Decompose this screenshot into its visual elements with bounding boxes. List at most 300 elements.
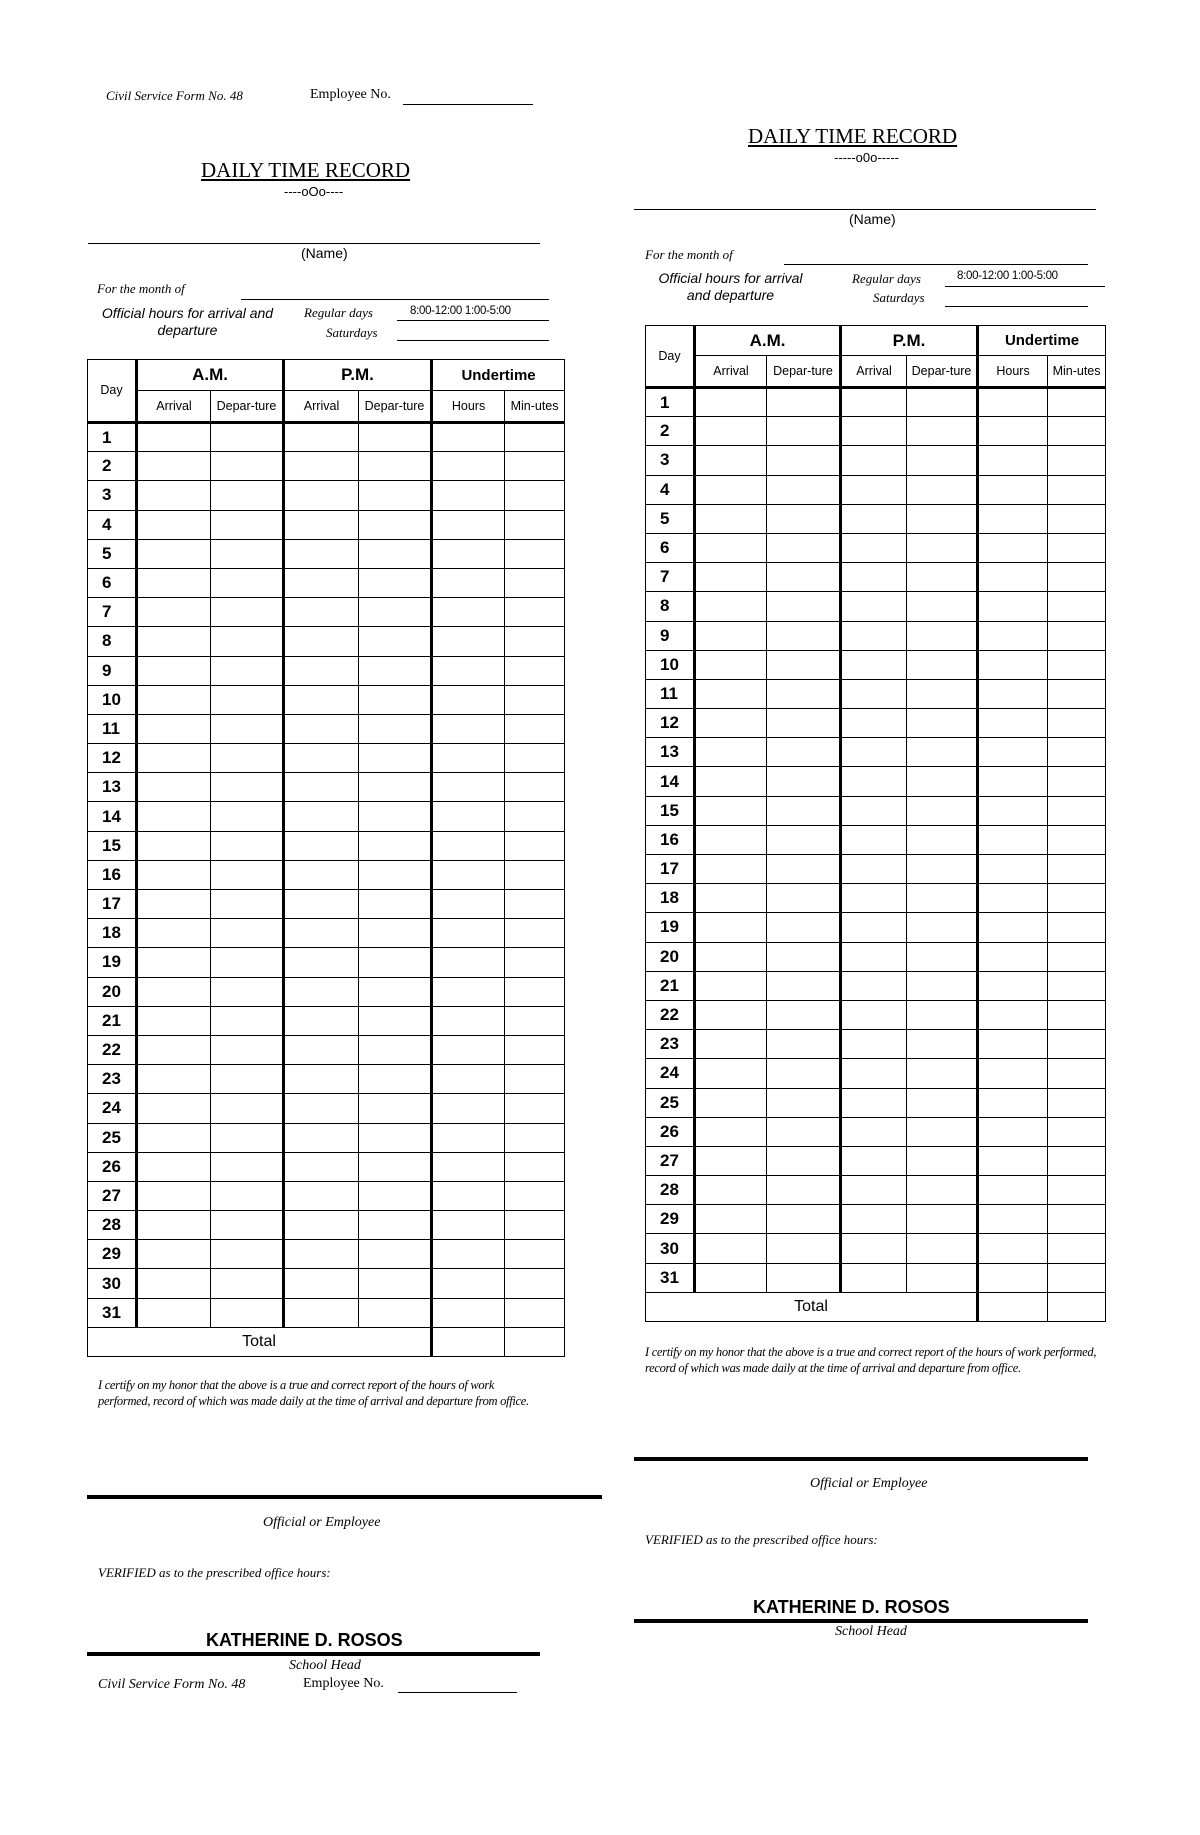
am-arrival-cell[interactable]: [137, 1240, 211, 1269]
pm-departure-cell[interactable]: [907, 650, 978, 679]
am-departure-cell[interactable]: [211, 452, 284, 481]
undertime-minutes-cell[interactable]: [505, 860, 565, 889]
undertime-hours-cell[interactable]: [432, 890, 505, 919]
pm-arrival-cell[interactable]: [841, 767, 907, 796]
undertime-minutes-cell[interactable]: [1048, 709, 1106, 738]
am-departure-cell[interactable]: [211, 539, 284, 568]
undertime-hours-cell[interactable]: [432, 1094, 505, 1123]
pm-arrival-cell[interactable]: [284, 744, 359, 773]
am-departure-cell[interactable]: [211, 1006, 284, 1035]
am-departure-cell[interactable]: [211, 919, 284, 948]
pm-arrival-cell[interactable]: [841, 1059, 907, 1088]
undertime-minutes-cell[interactable]: [505, 539, 565, 568]
undertime-hours-cell[interactable]: [978, 388, 1048, 417]
undertime-hours-cell[interactable]: [432, 1152, 505, 1181]
pm-departure-cell[interactable]: [907, 855, 978, 884]
am-departure-cell[interactable]: [211, 627, 284, 656]
am-departure-cell[interactable]: [211, 423, 284, 452]
am-arrival-cell[interactable]: [137, 773, 211, 802]
am-arrival-cell[interactable]: [695, 1205, 767, 1234]
pm-arrival-cell[interactable]: [284, 1181, 359, 1210]
am-arrival-cell[interactable]: [695, 592, 767, 621]
undertime-minutes-cell[interactable]: [505, 948, 565, 977]
pm-departure-cell[interactable]: [359, 1152, 432, 1181]
undertime-hours-cell[interactable]: [978, 1234, 1048, 1263]
undertime-hours-cell[interactable]: [978, 1000, 1048, 1029]
am-departure-cell[interactable]: [211, 481, 284, 510]
undertime-hours-cell[interactable]: [978, 767, 1048, 796]
undertime-hours-cell[interactable]: [432, 860, 505, 889]
pm-arrival-cell[interactable]: [284, 890, 359, 919]
undertime-hours-cell[interactable]: [432, 773, 505, 802]
am-departure-cell[interactable]: [767, 971, 841, 1000]
am-departure-cell[interactable]: [767, 1234, 841, 1263]
undertime-minutes-cell[interactable]: [505, 1065, 565, 1094]
am-arrival-cell[interactable]: [137, 656, 211, 685]
undertime-hours-cell[interactable]: [978, 1205, 1048, 1234]
am-arrival-cell[interactable]: [695, 1234, 767, 1263]
pm-departure-cell[interactable]: [359, 977, 432, 1006]
am-departure-cell[interactable]: [211, 773, 284, 802]
am-departure-cell[interactable]: [767, 825, 841, 854]
pm-departure-cell[interactable]: [359, 1269, 432, 1298]
am-departure-cell[interactable]: [211, 1035, 284, 1064]
pm-arrival-cell[interactable]: [284, 423, 359, 452]
am-arrival-cell[interactable]: [695, 1146, 767, 1175]
regular-days-value[interactable]: 8:00-12:00 1:00-5:00: [410, 305, 511, 317]
pm-departure-cell[interactable]: [907, 1234, 978, 1263]
am-arrival-cell[interactable]: [137, 598, 211, 627]
pm-arrival-cell[interactable]: [841, 446, 907, 475]
undertime-minutes-cell[interactable]: [1048, 1000, 1106, 1029]
undertime-hours-cell[interactable]: [978, 504, 1048, 533]
undertime-hours-cell[interactable]: [432, 598, 505, 627]
am-departure-cell[interactable]: [211, 685, 284, 714]
pm-arrival-cell[interactable]: [841, 1263, 907, 1292]
am-departure-cell[interactable]: [211, 948, 284, 977]
am-arrival-cell[interactable]: [695, 1176, 767, 1205]
am-arrival-cell[interactable]: [137, 890, 211, 919]
pm-arrival-cell[interactable]: [841, 1030, 907, 1059]
am-arrival-cell[interactable]: [695, 650, 767, 679]
pm-arrival-cell[interactable]: [841, 388, 907, 417]
undertime-minutes-cell[interactable]: [1048, 1088, 1106, 1117]
undertime-minutes-cell[interactable]: [505, 1152, 565, 1181]
am-arrival-cell[interactable]: [695, 1000, 767, 1029]
am-arrival-cell[interactable]: [137, 510, 211, 539]
am-arrival-cell[interactable]: [695, 475, 767, 504]
am-arrival-cell[interactable]: [137, 423, 211, 452]
undertime-minutes-cell[interactable]: [1048, 767, 1106, 796]
am-arrival-cell[interactable]: [695, 1088, 767, 1117]
am-departure-cell[interactable]: [211, 1065, 284, 1094]
undertime-hours-cell[interactable]: [978, 1030, 1048, 1059]
saturdays-field[interactable]: [397, 340, 549, 341]
pm-arrival-cell[interactable]: [284, 510, 359, 539]
undertime-hours-cell[interactable]: [432, 948, 505, 977]
undertime-minutes-cell[interactable]: [1048, 679, 1106, 708]
undertime-minutes-cell[interactable]: [505, 481, 565, 510]
pm-departure-cell[interactable]: [359, 714, 432, 743]
undertime-minutes-cell[interactable]: [1048, 913, 1106, 942]
undertime-hours-cell[interactable]: [432, 481, 505, 510]
undertime-hours-cell[interactable]: [432, 919, 505, 948]
am-arrival-cell[interactable]: [695, 738, 767, 767]
undertime-hours-cell[interactable]: [432, 1181, 505, 1210]
pm-departure-cell[interactable]: [359, 773, 432, 802]
total-hours-cell[interactable]: [978, 1292, 1048, 1321]
am-arrival-cell[interactable]: [695, 913, 767, 942]
am-departure-cell[interactable]: [767, 884, 841, 913]
pm-departure-cell[interactable]: [359, 481, 432, 510]
am-arrival-cell[interactable]: [137, 1123, 211, 1152]
pm-arrival-cell[interactable]: [841, 621, 907, 650]
undertime-minutes-cell[interactable]: [505, 1181, 565, 1210]
pm-arrival-cell[interactable]: [284, 860, 359, 889]
undertime-minutes-cell[interactable]: [505, 1123, 565, 1152]
undertime-minutes-cell[interactable]: [1048, 592, 1106, 621]
am-arrival-cell[interactable]: [695, 1117, 767, 1146]
am-departure-cell[interactable]: [211, 1298, 284, 1327]
undertime-minutes-cell[interactable]: [1048, 533, 1106, 562]
pm-arrival-cell[interactable]: [841, 679, 907, 708]
pm-departure-cell[interactable]: [359, 1298, 432, 1327]
pm-arrival-cell[interactable]: [841, 417, 907, 446]
pm-departure-cell[interactable]: [359, 539, 432, 568]
undertime-minutes-cell[interactable]: [505, 1035, 565, 1064]
undertime-minutes-cell[interactable]: [1048, 504, 1106, 533]
pm-departure-cell[interactable]: [359, 627, 432, 656]
regular-days-value[interactable]: 8:00-12:00 1:00-5:00: [957, 270, 1058, 282]
am-arrival-cell[interactable]: [137, 1269, 211, 1298]
am-departure-cell[interactable]: [767, 913, 841, 942]
pm-departure-cell[interactable]: [907, 1000, 978, 1029]
undertime-minutes-cell[interactable]: [505, 773, 565, 802]
am-departure-cell[interactable]: [767, 563, 841, 592]
pm-arrival-cell[interactable]: [841, 1176, 907, 1205]
am-arrival-cell[interactable]: [137, 1094, 211, 1123]
undertime-minutes-cell[interactable]: [1048, 417, 1106, 446]
pm-arrival-cell[interactable]: [841, 796, 907, 825]
total-minutes-cell[interactable]: [505, 1327, 565, 1356]
am-departure-cell[interactable]: [767, 1000, 841, 1029]
pm-departure-cell[interactable]: [359, 1211, 432, 1240]
undertime-minutes-cell[interactable]: [1048, 650, 1106, 679]
undertime-minutes-cell[interactable]: [1048, 475, 1106, 504]
verifier-signature-line[interactable]: [634, 1619, 1088, 1623]
undertime-hours-cell[interactable]: [432, 627, 505, 656]
pm-arrival-cell[interactable]: [284, 948, 359, 977]
undertime-hours-cell[interactable]: [978, 1146, 1048, 1175]
pm-arrival-cell[interactable]: [284, 714, 359, 743]
am-arrival-cell[interactable]: [137, 539, 211, 568]
am-arrival-cell[interactable]: [137, 568, 211, 597]
undertime-minutes-cell[interactable]: [1048, 738, 1106, 767]
am-departure-cell[interactable]: [211, 568, 284, 597]
pm-departure-cell[interactable]: [907, 1205, 978, 1234]
undertime-minutes-cell[interactable]: [505, 1211, 565, 1240]
employee-signature-line[interactable]: [87, 1495, 602, 1499]
undertime-hours-cell[interactable]: [978, 679, 1048, 708]
am-arrival-cell[interactable]: [695, 767, 767, 796]
undertime-hours-cell[interactable]: [978, 533, 1048, 562]
footer-employee-no-field[interactable]: [398, 1692, 517, 1693]
am-departure-cell[interactable]: [767, 796, 841, 825]
pm-arrival-cell[interactable]: [841, 563, 907, 592]
undertime-minutes-cell[interactable]: [1048, 1263, 1106, 1292]
am-arrival-cell[interactable]: [137, 744, 211, 773]
pm-departure-cell[interactable]: [359, 1035, 432, 1064]
pm-arrival-cell[interactable]: [841, 825, 907, 854]
am-departure-cell[interactable]: [767, 1059, 841, 1088]
pm-departure-cell[interactable]: [907, 1117, 978, 1146]
undertime-minutes-cell[interactable]: [505, 598, 565, 627]
am-departure-cell[interactable]: [767, 738, 841, 767]
undertime-hours-cell[interactable]: [978, 475, 1048, 504]
am-arrival-cell[interactable]: [695, 679, 767, 708]
undertime-minutes-cell[interactable]: [505, 510, 565, 539]
am-departure-cell[interactable]: [767, 1030, 841, 1059]
undertime-minutes-cell[interactable]: [505, 452, 565, 481]
pm-departure-cell[interactable]: [907, 767, 978, 796]
am-arrival-cell[interactable]: [695, 709, 767, 738]
am-arrival-cell[interactable]: [695, 446, 767, 475]
pm-arrival-cell[interactable]: [284, 1094, 359, 1123]
undertime-hours-cell[interactable]: [432, 539, 505, 568]
pm-departure-cell[interactable]: [907, 1263, 978, 1292]
pm-departure-cell[interactable]: [907, 884, 978, 913]
pm-arrival-cell[interactable]: [284, 1006, 359, 1035]
undertime-minutes-cell[interactable]: [505, 744, 565, 773]
pm-departure-cell[interactable]: [359, 890, 432, 919]
pm-arrival-cell[interactable]: [841, 650, 907, 679]
pm-arrival-cell[interactable]: [841, 709, 907, 738]
undertime-hours-cell[interactable]: [432, 744, 505, 773]
undertime-minutes-cell[interactable]: [505, 714, 565, 743]
pm-arrival-cell[interactable]: [841, 738, 907, 767]
pm-departure-cell[interactable]: [907, 1059, 978, 1088]
pm-departure-cell[interactable]: [907, 709, 978, 738]
undertime-minutes-cell[interactable]: [1048, 1117, 1106, 1146]
undertime-minutes-cell[interactable]: [1048, 884, 1106, 913]
undertime-hours-cell[interactable]: [432, 452, 505, 481]
am-departure-cell[interactable]: [211, 890, 284, 919]
undertime-hours-cell[interactable]: [432, 1006, 505, 1035]
pm-departure-cell[interactable]: [359, 948, 432, 977]
undertime-hours-cell[interactable]: [978, 417, 1048, 446]
pm-departure-cell[interactable]: [359, 452, 432, 481]
undertime-minutes-cell[interactable]: [505, 1006, 565, 1035]
am-arrival-cell[interactable]: [137, 1035, 211, 1064]
pm-arrival-cell[interactable]: [284, 831, 359, 860]
am-arrival-cell[interactable]: [137, 685, 211, 714]
am-departure-cell[interactable]: [767, 767, 841, 796]
undertime-hours-cell[interactable]: [432, 714, 505, 743]
am-arrival-cell[interactable]: [695, 563, 767, 592]
undertime-hours-cell[interactable]: [978, 446, 1048, 475]
am-departure-cell[interactable]: [211, 860, 284, 889]
am-departure-cell[interactable]: [211, 714, 284, 743]
pm-departure-cell[interactable]: [359, 1181, 432, 1210]
undertime-minutes-cell[interactable]: [1048, 621, 1106, 650]
undertime-minutes-cell[interactable]: [505, 423, 565, 452]
pm-arrival-cell[interactable]: [284, 1065, 359, 1094]
am-departure-cell[interactable]: [767, 1117, 841, 1146]
pm-arrival-cell[interactable]: [284, 1035, 359, 1064]
am-departure-cell[interactable]: [767, 942, 841, 971]
pm-arrival-cell[interactable]: [841, 1234, 907, 1263]
undertime-minutes-cell[interactable]: [1048, 1030, 1106, 1059]
am-arrival-cell[interactable]: [695, 388, 767, 417]
name-field[interactable]: [88, 243, 540, 244]
pm-departure-cell[interactable]: [359, 656, 432, 685]
pm-arrival-cell[interactable]: [284, 977, 359, 1006]
pm-arrival-cell[interactable]: [841, 913, 907, 942]
pm-departure-cell[interactable]: [359, 802, 432, 831]
pm-departure-cell[interactable]: [359, 685, 432, 714]
am-departure-cell[interactable]: [211, 1181, 284, 1210]
pm-departure-cell[interactable]: [359, 510, 432, 539]
am-arrival-cell[interactable]: [695, 1059, 767, 1088]
am-arrival-cell[interactable]: [137, 1065, 211, 1094]
undertime-minutes-cell[interactable]: [505, 1269, 565, 1298]
undertime-hours-cell[interactable]: [432, 1123, 505, 1152]
pm-departure-cell[interactable]: [907, 621, 978, 650]
pm-arrival-cell[interactable]: [284, 685, 359, 714]
am-departure-cell[interactable]: [211, 1211, 284, 1240]
am-departure-cell[interactable]: [211, 1269, 284, 1298]
pm-departure-cell[interactable]: [907, 533, 978, 562]
pm-arrival-cell[interactable]: [284, 1269, 359, 1298]
undertime-minutes-cell[interactable]: [505, 831, 565, 860]
pm-arrival-cell[interactable]: [841, 855, 907, 884]
am-departure-cell[interactable]: [211, 1152, 284, 1181]
pm-arrival-cell[interactable]: [284, 919, 359, 948]
am-arrival-cell[interactable]: [137, 977, 211, 1006]
am-arrival-cell[interactable]: [137, 714, 211, 743]
pm-arrival-cell[interactable]: [841, 592, 907, 621]
pm-departure-cell[interactable]: [359, 423, 432, 452]
undertime-hours-cell[interactable]: [978, 825, 1048, 854]
pm-arrival-cell[interactable]: [841, 1000, 907, 1029]
pm-arrival-cell[interactable]: [284, 627, 359, 656]
am-arrival-cell[interactable]: [695, 825, 767, 854]
am-arrival-cell[interactable]: [137, 481, 211, 510]
undertime-hours-cell[interactable]: [978, 738, 1048, 767]
am-departure-cell[interactable]: [767, 417, 841, 446]
verifier-signature-line[interactable]: [87, 1652, 540, 1656]
undertime-hours-cell[interactable]: [978, 913, 1048, 942]
pm-departure-cell[interactable]: [907, 796, 978, 825]
pm-arrival-cell[interactable]: [841, 533, 907, 562]
undertime-hours-cell[interactable]: [432, 685, 505, 714]
am-departure-cell[interactable]: [767, 709, 841, 738]
am-departure-cell[interactable]: [767, 1146, 841, 1175]
pm-departure-cell[interactable]: [359, 831, 432, 860]
am-arrival-cell[interactable]: [137, 452, 211, 481]
pm-arrival-cell[interactable]: [284, 1298, 359, 1327]
am-departure-cell[interactable]: [767, 388, 841, 417]
undertime-minutes-cell[interactable]: [505, 802, 565, 831]
pm-departure-cell[interactable]: [359, 1240, 432, 1269]
am-departure-cell[interactable]: [211, 802, 284, 831]
undertime-minutes-cell[interactable]: [1048, 796, 1106, 825]
pm-arrival-cell[interactable]: [284, 539, 359, 568]
am-arrival-cell[interactable]: [137, 919, 211, 948]
am-departure-cell[interactable]: [767, 533, 841, 562]
pm-arrival-cell[interactable]: [284, 656, 359, 685]
pm-departure-cell[interactable]: [907, 825, 978, 854]
am-arrival-cell[interactable]: [137, 831, 211, 860]
undertime-minutes-cell[interactable]: [1048, 446, 1106, 475]
pm-departure-cell[interactable]: [359, 1065, 432, 1094]
undertime-hours-cell[interactable]: [978, 621, 1048, 650]
name-field[interactable]: [634, 209, 1096, 210]
undertime-minutes-cell[interactable]: [505, 1094, 565, 1123]
undertime-minutes-cell[interactable]: [505, 685, 565, 714]
am-departure-cell[interactable]: [767, 1176, 841, 1205]
undertime-hours-cell[interactable]: [978, 1176, 1048, 1205]
pm-departure-cell[interactable]: [359, 598, 432, 627]
employee-no-field[interactable]: [403, 104, 533, 105]
pm-departure-cell[interactable]: [907, 388, 978, 417]
pm-arrival-cell[interactable]: [841, 475, 907, 504]
undertime-hours-cell[interactable]: [978, 709, 1048, 738]
am-departure-cell[interactable]: [211, 656, 284, 685]
am-arrival-cell[interactable]: [695, 417, 767, 446]
pm-arrival-cell[interactable]: [841, 1117, 907, 1146]
pm-arrival-cell[interactable]: [284, 568, 359, 597]
undertime-minutes-cell[interactable]: [1048, 1059, 1106, 1088]
undertime-hours-cell[interactable]: [978, 1059, 1048, 1088]
am-arrival-cell[interactable]: [695, 533, 767, 562]
pm-arrival-cell[interactable]: [841, 1088, 907, 1117]
pm-arrival-cell[interactable]: [284, 1240, 359, 1269]
undertime-minutes-cell[interactable]: [1048, 825, 1106, 854]
undertime-minutes-cell[interactable]: [1048, 1176, 1106, 1205]
undertime-hours-cell[interactable]: [432, 1298, 505, 1327]
pm-arrival-cell[interactable]: [284, 802, 359, 831]
undertime-minutes-cell[interactable]: [1048, 971, 1106, 1000]
am-departure-cell[interactable]: [211, 831, 284, 860]
undertime-hours-cell[interactable]: [978, 592, 1048, 621]
am-departure-cell[interactable]: [211, 510, 284, 539]
am-departure-cell[interactable]: [767, 504, 841, 533]
pm-arrival-cell[interactable]: [284, 1211, 359, 1240]
undertime-minutes-cell[interactable]: [1048, 563, 1106, 592]
pm-departure-cell[interactable]: [907, 971, 978, 1000]
undertime-minutes-cell[interactable]: [1048, 855, 1106, 884]
pm-departure-cell[interactable]: [907, 417, 978, 446]
undertime-hours-cell[interactable]: [978, 1263, 1048, 1292]
undertime-minutes-cell[interactable]: [505, 1240, 565, 1269]
undertime-minutes-cell[interactable]: [505, 890, 565, 919]
undertime-hours-cell[interactable]: [978, 884, 1048, 913]
am-arrival-cell[interactable]: [695, 504, 767, 533]
am-departure-cell[interactable]: [767, 592, 841, 621]
am-arrival-cell[interactable]: [695, 1030, 767, 1059]
employee-signature-line[interactable]: [634, 1457, 1088, 1461]
pm-departure-cell[interactable]: [359, 1006, 432, 1035]
pm-arrival-cell[interactable]: [841, 942, 907, 971]
undertime-hours-cell[interactable]: [432, 423, 505, 452]
month-field[interactable]: [241, 299, 549, 300]
undertime-minutes-cell[interactable]: [1048, 388, 1106, 417]
am-departure-cell[interactable]: [211, 1240, 284, 1269]
undertime-hours-cell[interactable]: [432, 1269, 505, 1298]
am-departure-cell[interactable]: [767, 679, 841, 708]
pm-departure-cell[interactable]: [907, 1146, 978, 1175]
